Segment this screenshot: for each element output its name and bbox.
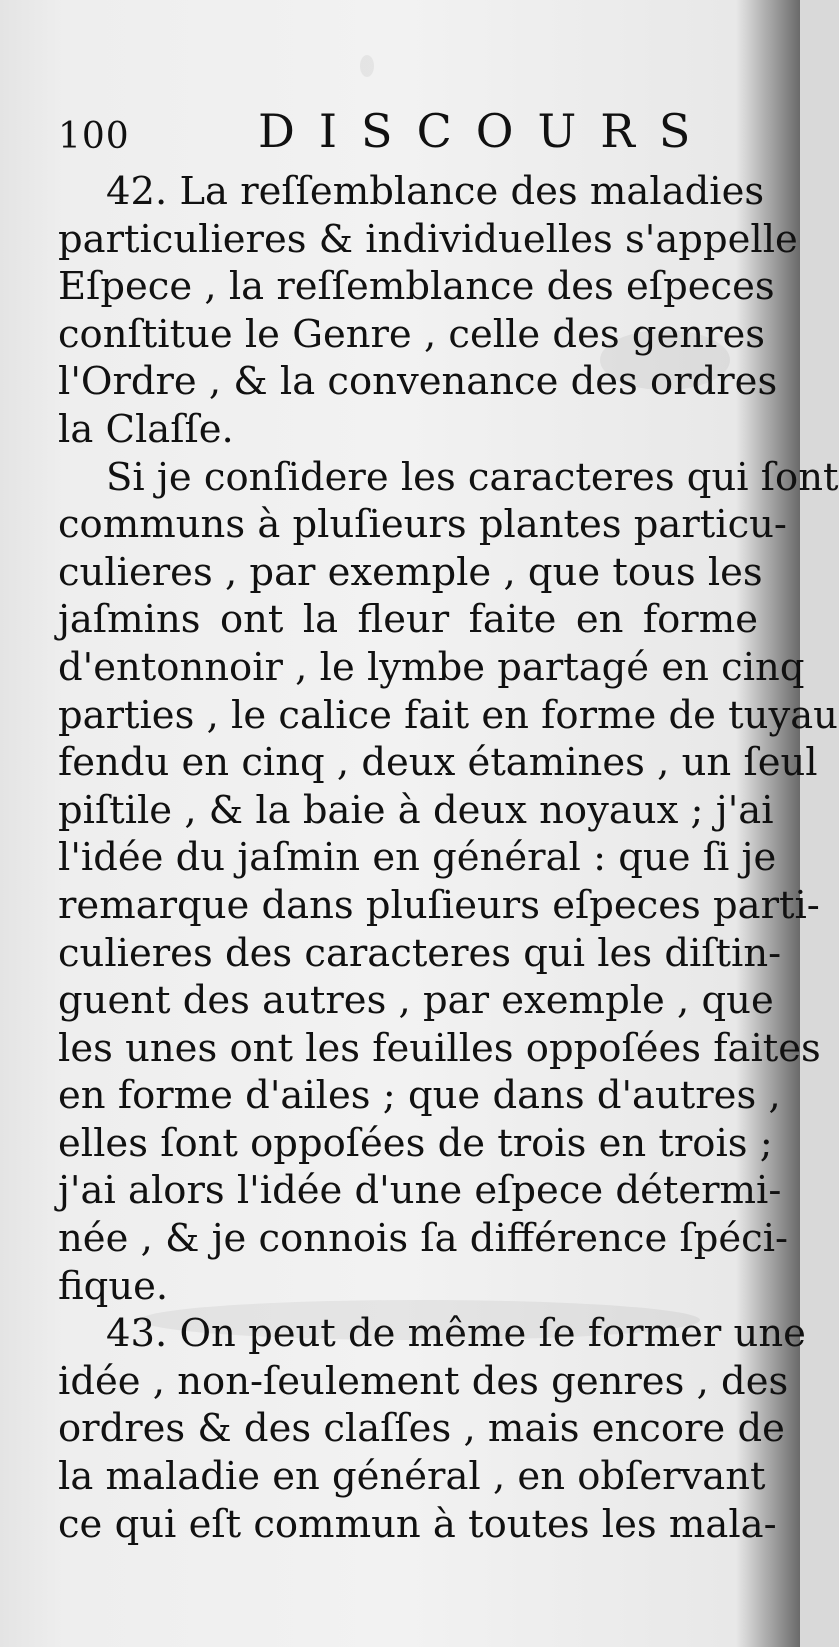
text-line: jaſmins ont la fleur faite en forme	[58, 597, 758, 643]
text-line: la Claſſe.	[58, 406, 234, 452]
text-line: parties , le calice fait en forme de tuyau	[58, 692, 838, 738]
text-line: 42. La reſſemblance des maladies	[106, 169, 765, 214]
text-line: l'idée du jaſmin en général : que ſi je	[58, 835, 777, 881]
text-line: conſtitue le Genre , celle des genres	[58, 311, 766, 357]
text-line: Si je conſidere les caracteres qui ſont	[106, 454, 839, 500]
text-line: fendu en cinq , deux étamines , un ſeul	[58, 740, 818, 786]
text-line: culieres des caracteres qui les diſtin-	[58, 930, 782, 976]
text-line: fique.	[58, 1263, 169, 1309]
text-line: en forme d'ailes ; que dans d'autres ,	[58, 1073, 781, 1119]
text-line: la maladie en général , en obſervant	[58, 1454, 766, 1500]
text-line: j'ai alors l'idée d'une eſpece détermi-	[58, 1168, 782, 1214]
text-line: ordres & des claſſes , mais encore de	[58, 1406, 785, 1452]
text-line: piſtile , & la baie à deux noyaux ; j'ai	[58, 787, 774, 833]
text-line: ce qui eſt commun à toutes les mala-	[58, 1501, 777, 1547]
text-line: d'entonnoir , le lymbe partagé en cinq	[58, 644, 805, 690]
page-number: 100	[58, 116, 130, 157]
page-header	[58, 104, 758, 164]
running-title: DISCOURS	[258, 104, 715, 158]
text-line: idée , non-ſeulement des genres , des	[58, 1358, 789, 1404]
text-line: née , & je connois ſa différence ſpéci-	[58, 1216, 789, 1262]
text-line: les unes ont les feuilles oppoſées faites	[58, 1025, 821, 1071]
text-line: communs à pluſieurs plantes particu-	[58, 502, 787, 548]
text-line: remarque dans pluſieurs eſpeces parti-	[58, 882, 820, 928]
text-line: l'Ordre , & la convenance des ordres	[58, 359, 778, 405]
text-line: Eſpece , la reſſemblance des eſpeces	[58, 264, 775, 310]
body-text	[58, 168, 839, 1548]
text-line: elles ſont oppoſées de trois en trois ;	[58, 1120, 773, 1166]
text-line: culieres , par exemple , que tous les	[58, 549, 763, 595]
text-line: guent des autres , par exemple , que	[58, 978, 774, 1024]
text-line: particulieres & individuelles s'appelle	[58, 216, 798, 262]
text-line: 43. On peut de même ſe former une	[106, 1311, 806, 1357]
